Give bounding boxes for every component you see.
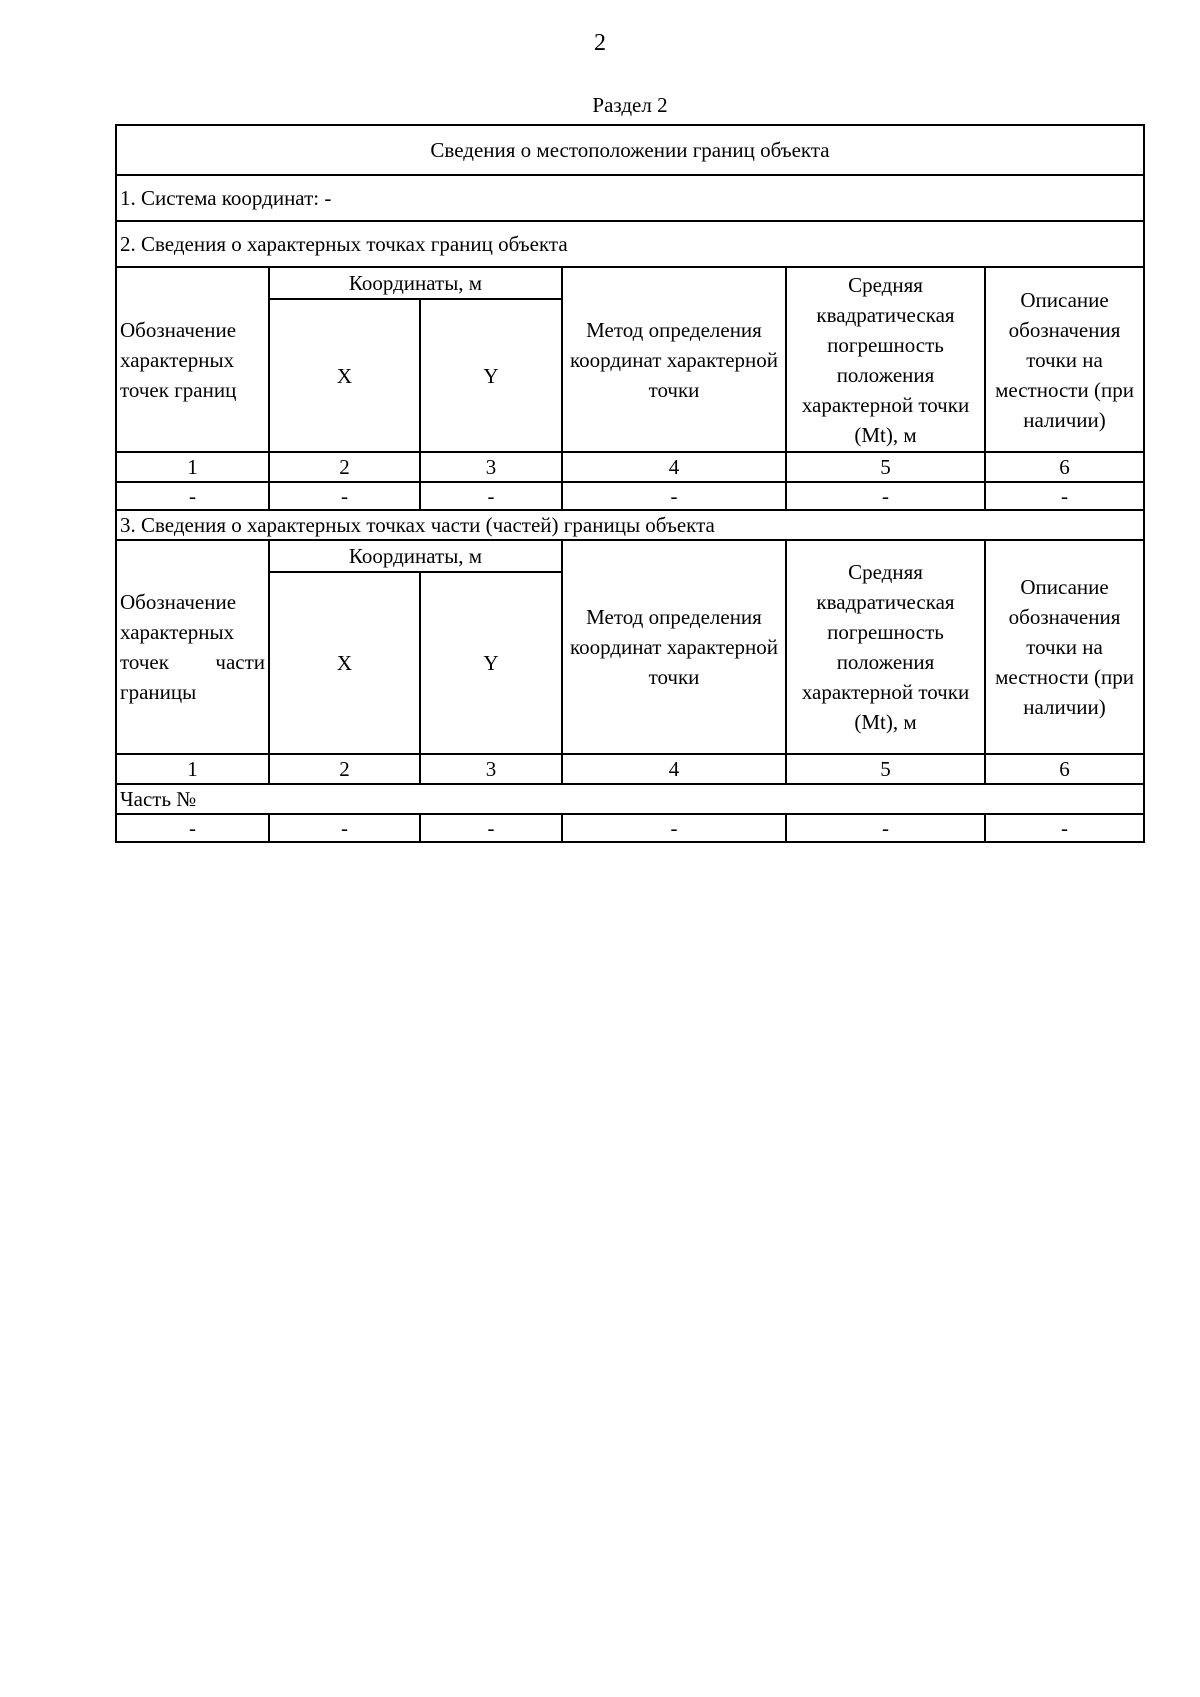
col-number: 4 bbox=[562, 452, 786, 482]
section3-header-row bbox=[116, 540, 1144, 572]
table-cell: - bbox=[116, 482, 269, 510]
section3-heading-row bbox=[116, 510, 1144, 540]
part-label-row bbox=[116, 784, 1144, 814]
header-accuracy: Средняя квадратическая погрешность положения характерной точки (Mt), м bbox=[786, 267, 985, 452]
header-x: X bbox=[269, 572, 420, 754]
header-description: Описание обозначения точки на местности (при наличии) bbox=[985, 540, 1144, 754]
table-cell: - bbox=[116, 814, 269, 842]
header-x: X bbox=[269, 299, 420, 452]
header-y: Y bbox=[420, 572, 562, 754]
col-number: 2 bbox=[269, 452, 420, 482]
table-row bbox=[116, 482, 1144, 510]
col-number: 6 bbox=[985, 452, 1144, 482]
header-y: Y bbox=[420, 299, 562, 452]
col-number: 4 bbox=[562, 754, 786, 784]
table-cell: - bbox=[269, 814, 420, 842]
table-title-row bbox=[116, 125, 1144, 175]
col-number: 6 bbox=[985, 754, 1144, 784]
boundary-table bbox=[115, 124, 1145, 843]
table-cell: - bbox=[420, 482, 562, 510]
col-number: 2 bbox=[269, 754, 420, 784]
section3-heading: 3. Сведения о характерных точках части (частей) границы объекта bbox=[116, 510, 1144, 540]
col-number: 5 bbox=[786, 452, 985, 482]
table-cell: - bbox=[562, 814, 786, 842]
table-cell: - bbox=[269, 482, 420, 510]
table-cell: - bbox=[786, 814, 985, 842]
coord-system-row bbox=[116, 175, 1144, 221]
header-description: Описание обозначения точки на местности (при наличии) bbox=[985, 267, 1144, 452]
col-number: 1 bbox=[116, 452, 269, 482]
header-designation: Обозначение характерных точек границ bbox=[116, 267, 269, 452]
section2-column-numbers bbox=[116, 452, 1144, 482]
col-number: 1 bbox=[116, 754, 269, 784]
page-number: 2 bbox=[594, 30, 606, 56]
section-title: Раздел 2 bbox=[592, 93, 668, 117]
col-number: 3 bbox=[420, 452, 562, 482]
table-cell: - bbox=[562, 482, 786, 510]
header-designation: Обозначение характерных точек части границы bbox=[116, 540, 269, 754]
header-method: Метод определения координат характерной точки bbox=[562, 267, 786, 452]
header-coordinates: Координаты, м bbox=[269, 540, 562, 572]
coord-system: 1. Система координат: - bbox=[116, 175, 1144, 221]
part-label: Часть № bbox=[116, 784, 1144, 814]
header-coordinates: Координаты, м bbox=[269, 267, 562, 299]
table-row bbox=[116, 814, 1144, 842]
table-cell: - bbox=[985, 482, 1144, 510]
section2-heading-row bbox=[116, 221, 1144, 267]
col-number: 3 bbox=[420, 754, 562, 784]
section2-heading: 2. Сведения о характерных точках границ объекта bbox=[116, 221, 1144, 267]
table-cell: - bbox=[786, 482, 985, 510]
table-cell: - bbox=[420, 814, 562, 842]
table-title: Сведения о местоположении границ объекта bbox=[116, 125, 1144, 175]
header-method: Метод определения координат характерной точки bbox=[562, 540, 786, 754]
section3-column-numbers bbox=[116, 754, 1144, 784]
section2-header-row bbox=[116, 267, 1144, 299]
header-accuracy: Средняя квадратическая погрешность положения характерной точки (Mt), м bbox=[786, 540, 985, 754]
col-number: 5 bbox=[786, 754, 985, 784]
table-cell: - bbox=[985, 814, 1144, 842]
